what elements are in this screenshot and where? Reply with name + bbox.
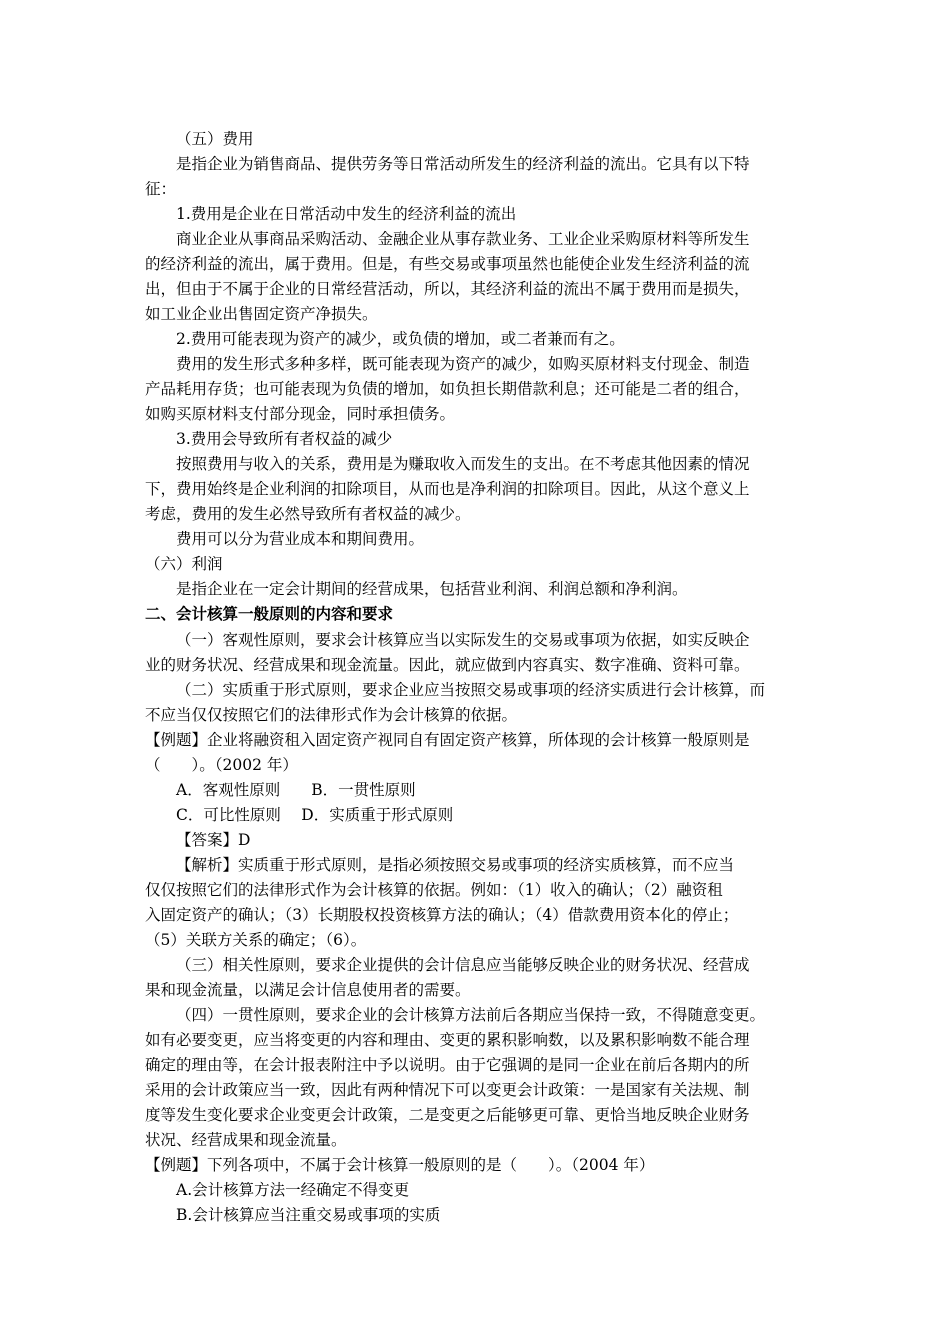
text-line: 不应当仅仅按照它们的法律形式作为会计核算的依据。	[145, 706, 518, 724]
text-line: 是指企业在一定会计期间的经营成果，包括营业利润、利润总额和净利润。	[176, 580, 688, 598]
section-heading: 二、会计核算一般原则的内容和要求	[145, 604, 394, 623]
text-line: 果和现金流量，以满足会计信息使用者的需要。	[145, 981, 471, 999]
text-line: （五）费用	[176, 130, 254, 148]
text-line: 仅仅按照它们的法律形式作为会计核算的依据。例如：（1）收入的确认；（2）融资租	[145, 881, 723, 899]
text-line: B.会计核算应当注重交易或事项的实质	[176, 1206, 441, 1224]
text-line: 【解析】实质重于形式原则，是指必须按照交易或事项的经济实质核算，而不应当	[176, 856, 735, 874]
text-line: 如有必要变更，应当将变更的内容和理由、变更的累积影响数，以及累积影响数不能合理	[145, 1031, 750, 1049]
text-line: 如购买原材料支付部分现金，同时承担债务。	[145, 405, 456, 423]
text-line: 征：	[145, 180, 177, 198]
text-line: （ ）。（2002 年）	[145, 756, 298, 774]
text-line: 按照费用与收入的关系，费用是为赚取收入而发生的支出。在不考虑其他因素的情况	[176, 455, 750, 473]
text-line: 采用的会计政策应当一致，因此有两种情况下可以变更会计政策：一是国家有关法规、制	[145, 1081, 750, 1099]
text-line: 【例题】企业将融资租入固定资产视同自有固定资产核算，所体现的会计核算一般原则是	[145, 731, 750, 749]
text-line: 业的财务状况、经营成果和现金流量。因此，就应做到内容真实、数字准确、资料可靠。	[145, 656, 750, 674]
text-line: （六）利润	[145, 555, 223, 573]
text-line: 【答案】D	[176, 831, 251, 849]
text-line: 下，费用始终是企业利润的扣除项目，从而也是净利润的扣除项目。因此，从这个意义上	[145, 480, 750, 498]
text-line: 入固定资产的确认；（3）长期股权投资核算方法的确认；（4）借款费用资本化的停止；	[145, 906, 739, 924]
text-line: 如工业企业出售固定资产净损失。	[145, 305, 378, 323]
text-line: （三）相关性原则，要求企业提供的会计信息应当能够反映企业的财务状况、经营成	[176, 956, 750, 974]
text-line: 商业企业从事商品采购活动、金融企业从事存款业务、工业企业采购原材料等所发生	[176, 230, 750, 248]
text-line: 2.费用可能表现为资产的减少，或负债的增加，或二者兼而有之。	[176, 330, 625, 348]
text-line: A．客观性原则 B．一贯性原则	[176, 781, 416, 799]
text-line: （二）实质重于形式原则，要求企业应当按照交易或事项的经济实质进行会计核算，而	[176, 681, 766, 699]
text-line: （四）一贯性原则，要求企业的会计核算方法前后各期应当保持一致，不得随意变更。	[176, 1006, 766, 1024]
text-line: 费用的发生形式多种多样，既可能表现为资产的减少，如购买原材料支付现金、制造	[176, 355, 750, 373]
text-line: （一）客观性原则，要求会计核算应当以实际发生的交易或事项为依据，如实反映企	[176, 631, 750, 649]
text-line: 产品耗用存货；也可能表现为负债的增加，如负担长期借款利息；还可能是二者的组合，	[145, 380, 750, 398]
text-line: A.会计核算方法一经确定不得变更	[176, 1181, 410, 1199]
text-line: C．可比性原则 D．实质重于形式原则	[176, 806, 454, 824]
text-line: 的经济利益的流出，属于费用。但是，有些交易或事项虽然也能使企业发生经济利益的流	[145, 255, 750, 273]
text-line: 3.费用会导致所有者权益的减少	[176, 430, 393, 448]
text-line: 状况、经营成果和现金流量。	[145, 1131, 347, 1149]
text-line: 费用可以分为营业成本和期间费用。	[176, 530, 425, 548]
text-line: 【例题】下列各项中，不属于会计核算一般原则的是（ ）。（2004 年）	[145, 1156, 655, 1174]
text-line: 出，但由于不属于企业的日常经营活动，所以，其经济利益的流出不属于费用而是损失，	[145, 280, 750, 298]
text-line: 确定的理由等，在会计报表附注中予以说明。由于它强调的是同一企业在前后各期内的所	[145, 1056, 750, 1074]
text-line: （5）关联方关系的确定；（6）。	[145, 931, 367, 949]
text-line: 度等发生变化要求企业变更会计政策，二是变更之后能够更可靠、更恰当地反映企业财务	[145, 1106, 750, 1124]
text-line: 是指企业为销售商品、提供劳务等日常活动所发生的经济利益的流出。它具有以下特	[176, 155, 750, 173]
text-line: 1.费用是企业在日常活动中发生的经济利益的流出	[176, 205, 517, 223]
text-line: 考虑，费用的发生必然导致所有者权益的减少。	[145, 505, 471, 523]
